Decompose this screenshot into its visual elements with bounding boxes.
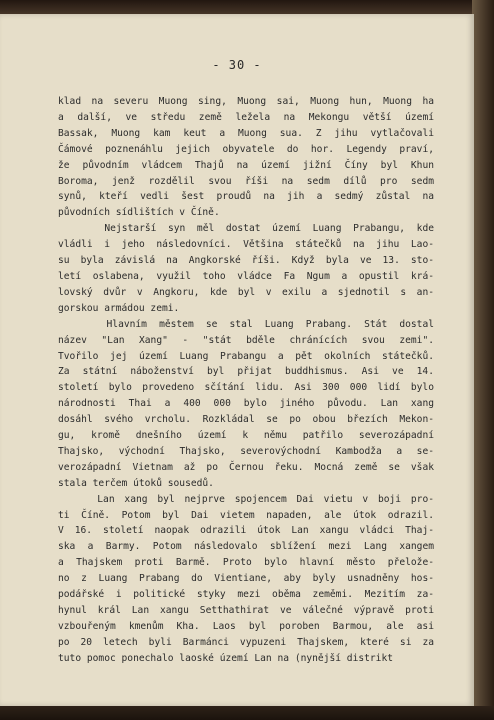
text-line: Čámové poznenáhlu jejich obyvatele do hor. Legendy praví, [58,143,434,155]
text-line: gu, kromě dnešního území k němu patřilo severozápadní [58,430,434,442]
scan-edge-right [472,0,494,720]
text-line: název "Lan Xang" - "stát bděle chránících svou zemi". [58,334,434,346]
text-line: původních sídlištích v Číně. [58,207,220,219]
text-line: Bassak, Muong kam keut a Muong sua. Z jihu vytlačovali [58,127,434,139]
text-line: dosáhl svého vrcholu. Rozkládal se po obou březích Mekon- [58,414,434,426]
text-line: a další, ve středu země ležela na Mekongu větší území [58,111,434,123]
text-line: Tvořilo jej území Luang Prabangu a pět okolních státečků. [58,350,434,362]
book-page [0,14,474,706]
text-line: století bylo provedeno sčítání lidu. Asi 300 000 lidí bylo [58,382,434,394]
text-line: synů, kteří vedli šest proudů na jih a sedmý zůstal na [58,191,434,203]
body-text [58,94,434,667]
text-line: vzbouřeným kmenům Kha. Laos byl poroben Barmou, ale asi [58,620,434,632]
text-line: hynul král Lan xangu Setthathirat ve válečné výpravě proti [58,605,434,616]
text-line: su byla závislá na Angkorské říši. Když byla ve 13. sto- [58,255,434,267]
text-line: Za státní náboženství byl přijat buddhismus. Asi ve 14. [58,366,434,378]
text-line: Lan xang byl nejprve spojencem Dai vietu v boji pro- [58,493,434,505]
text-line: Boroma, jenž rozdělil svou říši na sedm dílů pro sedm [58,175,434,187]
text-line: verozápadní Vietnam až po Černou řeku. Mocná země se však [58,461,434,473]
text-line: Hlavním městem se stal Luang Prabang. Stát dostal [58,318,434,330]
text-line: tuto pomoc ponechalo laoské území Lan na (nynější distrikt [58,652,394,664]
text-line: stala terčem útoků sousedů. [58,477,214,489]
text-line: klad na severu Muong sing, Muong sai, Muong hun, Muong ha [58,96,434,107]
text-line: podářské i politické styky mezi oběma zeměmi. Mezitím za- [58,589,434,601]
text-line: lovský dvůr v Angkoru, kde byl v exilu a sjednotil s an- [58,286,434,298]
text-line: ti Číně. Potom byl Dai vietem napaden, ale útok odrazil. [58,509,434,521]
scan-edge-bottom [0,706,494,720]
text-line: po 20 letech byli Barmánci vypuzeni Thajskem, které si za [58,636,434,648]
text-line: no z Luang Prabang do Vientiane, aby byly usnadněny hos- [58,573,434,585]
text-line: gorskou armádou zemi. [58,302,180,314]
text-line: Thajsko, východní Thajsko, severovýchodní Kambodža a se- [58,445,434,457]
text-line: národnosti Thai a 400 000 bylo jiného původu. Lan xang [58,398,434,410]
text-line: a Thajskem proti Barmě. Proto bylo hlavní město přelože- [58,557,434,569]
text-line: Nejstarší syn měl dostat území Luang Prabangu, kde [58,223,434,235]
text-line: letí oslabena, využil toho vládce Fa Ngum a opustil krá- [58,270,434,282]
text-line: vládli i jeho následovníci. Většina státečků na jihu Lao- [58,239,434,251]
text-line: ska a Barmy. Potom následovalo sblížení mezi Lang xangem [58,541,434,553]
page-number: - 30 - [212,58,262,72]
text-line: že původním vládcem Thajů na území jižní Číny byl Khun [58,159,434,171]
text-line: V 16. století naopak odrazili útok Lan xangu vládci Thaj- [58,525,434,537]
